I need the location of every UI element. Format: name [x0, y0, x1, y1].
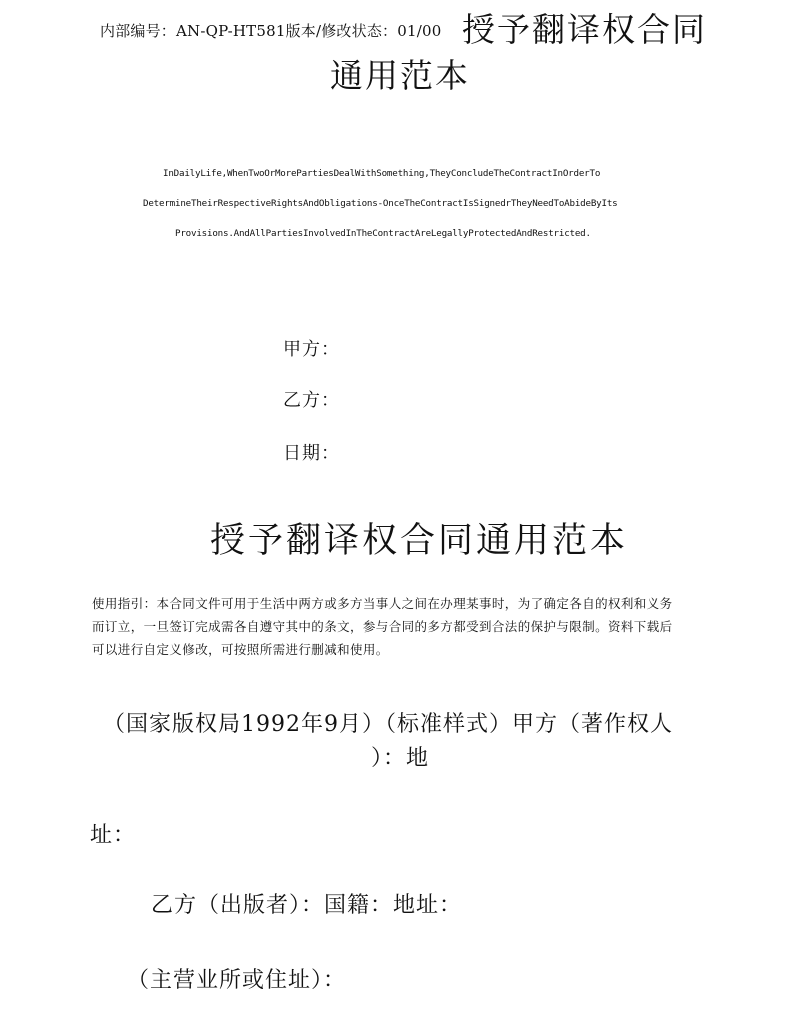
intro-en-line-1: InDailyLife,WhenTwoOrMorePartiesDealWithSomething,TheyConcludeTheContractInOrderTo	[163, 168, 601, 179]
usage-guide-line-1: 使用指引：本合同文件可用于生活中两方或多方当事人之间在办理某事时，为了确定各自的权利和义务	[92, 596, 673, 611]
main-title: 授予翻译权合同通用范本	[210, 521, 629, 561]
party-a-label: 甲方：	[283, 339, 340, 360]
clause-address-label: ）：地	[371, 746, 430, 771]
party-b-label: 乙方：	[283, 390, 340, 411]
document-title-part2: 通用范本	[330, 56, 470, 95]
clause-copyright-owner: （国家版权局1992年9月）（标准样式）甲方（著作权人	[103, 712, 673, 737]
intro-en-line-3: Provisions.AndAllPartiesInvolvedInTheContractAreLegallyProtectedAndRestricted.	[175, 228, 591, 239]
clause-publisher: 乙方（出版者）：国籍：地址：	[151, 893, 463, 918]
usage-guide-line-3: 可以进行自定义修改，可按照所需进行删减和使用。	[92, 642, 389, 657]
date-label: 日期：	[283, 443, 340, 464]
document-code-line: 内部编号：AN-QP-HT581版本/修改状态：01/00	[100, 22, 442, 40]
clause-address-continued: 址：	[90, 823, 137, 848]
usage-guide-line-2: 而订立，一旦签订完成需各自遵守其中的条文，参与合同的多方都受到合法的保护与限制。资料下载后	[92, 619, 673, 634]
intro-en-line-2: DetermineTheirRespectiveRightsAndObligations-OnceTheContractIsSignedrTheyNeedToAbideByIts	[143, 198, 618, 209]
document-title-part1: 授予翻译权合同	[462, 10, 707, 49]
clause-business-place: （主营业所或住址）：	[127, 968, 347, 993]
